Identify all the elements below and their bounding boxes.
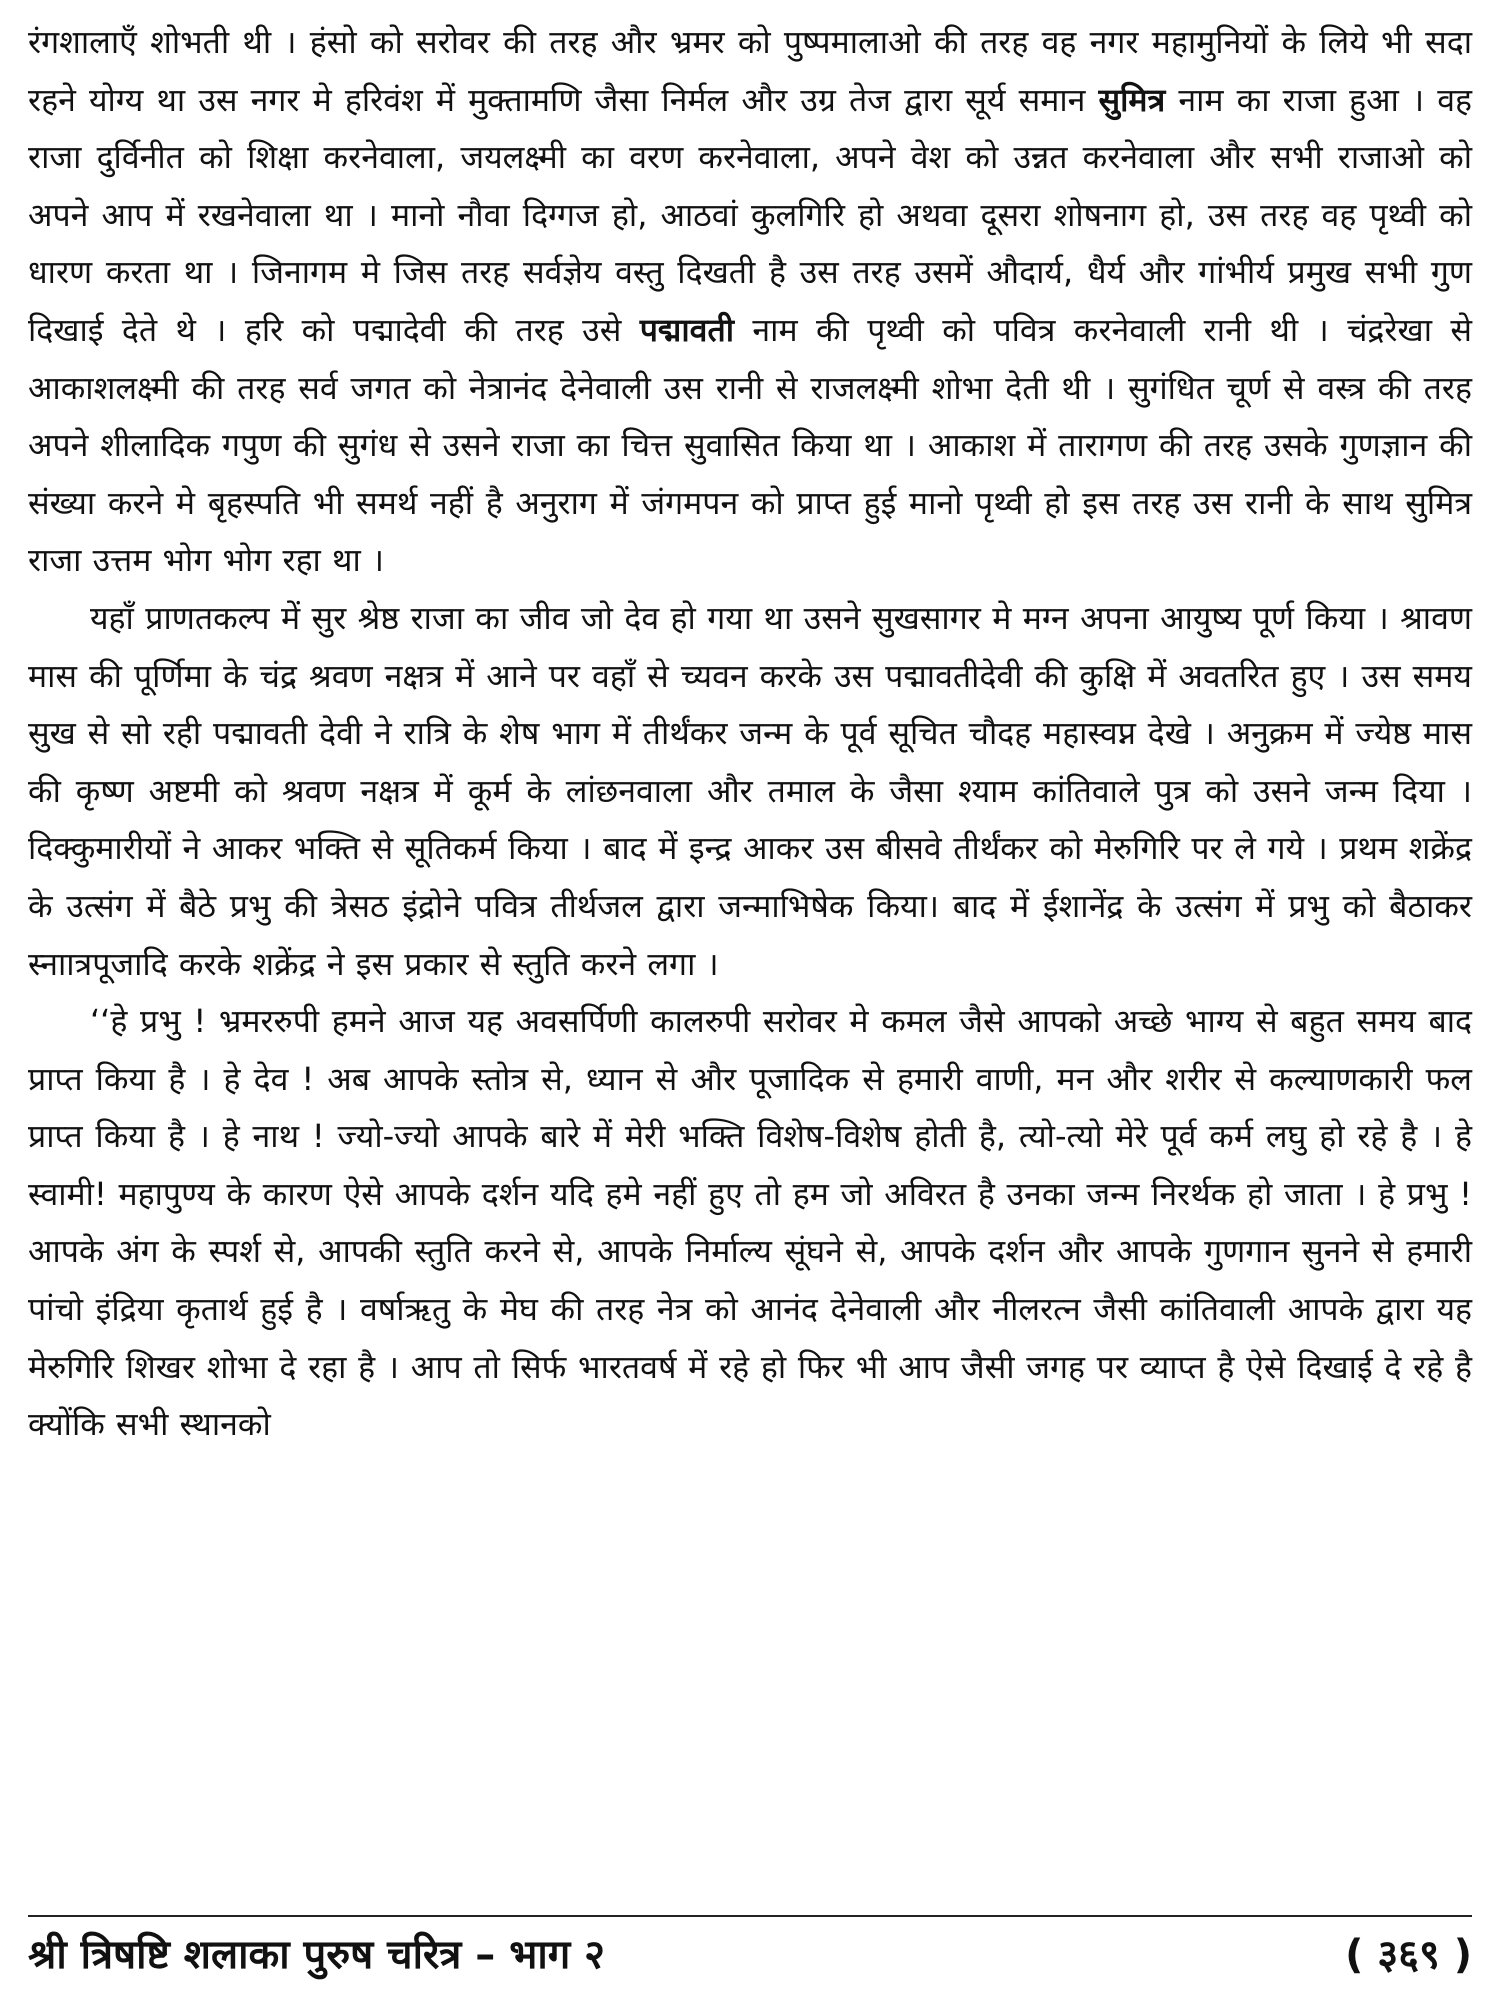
page-footer [28,1925,1472,1985]
paragraph-1 [28,14,1472,590]
paragraph-1-text-a: रंगशालाएँ शोभती थी । हंसो को सरोवर की तरह और भ्रमर को पुष्पमालाओ की तरह वह नगर महामुनियों के लिये भी सदा रहने योग्य था उस नगर मे हरिवंश में मुक्तामणि जैसा निर्मल और उग्र तेज द्वारा सूर्य समान [28,23,1472,119]
page-number: ( ३६९ ) [1345,1932,1472,1978]
king-name-sumitra: सुमित्र [1098,80,1166,119]
paragraph-2: यहाँ प्राणतकल्प में सुर श्रेष्ठ राजा का जीव जो देव हो गया था उसने सुखसागर मे मग्न अपना आयुष्य पूर्ण किया । श्रावण मास की पूर्णिमा के चंद्र श्रवण नक्षत्र में आने पर वहाँ से च्यवन करके उस पद्मावतीदेवी की कुक्षि में अवतरित हुए । उस समय सुख से सो रही पद्मावती देवी ने रात्रि के शेष भाग में तीर्थंकर जन्म के पूर्व सूचित चौदह महास्वप्न देखे । अनुक्रम में ज्येष्ठ मास की कृष्ण अष्टमी को श्रवण नक्षत्र में कूर्म के लांछनवाला और तमाल के जैसा श्याम कांतिवाले पुत्र को उसने जन्म दिया । दिक्कुमारीयों ने आकर भक्ति से सूतिकर्म किया । बाद में इन्द्र आकर उस बीसवे तीर्थंकर को मेरुगिरि पर ले गये । प्रथम शक्रेंद्र के उत्संग में बैठे प्रभु की त्रेसठ इंद्रोने पवित्र तीर्थजल द्वारा जन्माभिषेक किया। बाद में ईशानेंद्र के उत्संग में प्रभु को बैठाकर स्नाात्रपूजादि करके शक्रेंद्र ने इस प्रकार से स्तुति करने लगा । [28,598,1472,983]
paragraph-1-text-c: नाम की पृथ्वी को पवित्र करनेवाली रानी थी । चंद्ररेखा से आकाशलक्ष्मी की तरह सर्व जगत को नेत्रानंद देनेवाली उस रानी से राजलक्ष्मी शोभा देती थी । सुगंधित चूर्ण से वस्त्र की तरह अपने शीलादिक गपुण की सुगंध से उसने राजा का चित्त सुवासित किया था । आकाश में तारागण की तरह उसके गुणज्ञान की संख्या करने मे बृहस्पति भी समर्थ नहीं है अनुराग में जंगमपन को प्राप्त हुई मानो पृथ्वी हो इस तरह उस रानी के साथ सुमित्र राजा उत्तम भोग भोग रहा था । [28,310,1473,580]
body-text [28,14,1472,1454]
paragraph-1-text-b: नाम का राजा हुआ । वह राजा दुर्विनीत को शिक्षा करनेवाला, जयलक्ष्मी का वरण करनेवाला, अपने वेश को उन्नत करनेवाला और सभी राजाओ को अपने आप में रखनेवाला था । मानो नौवा दिग्गज हो, आठवां कुलगिरि हो अथवा दूसरा शोषनाग हो, उस तरह वह पृथ्वी को धारण करता था । जिनागम मे जिस तरह सर्वज्ञेय वस्तु दिखती है उस तरह उसमें औदार्य, धैर्य और गांभीर्य प्रमुख सभी गुण दिखाई देते थे । हरि को पद्मादेवी की तरह उसे [28,80,1472,349]
paragraph-3: ‘‘हे प्रभु ! भ्रमररुपी हमने आज यह अवसर्पिणी कालरुपी सरोवर मे कमल जैसे आपको अच्छे भाग्य से बहुत समय बाद प्राप्त किया है । हे देव ! अब आपके स्तोत्र से, ध्यान से और पूजादिक से हमारी वाणी, मन और शरीर से कल्याणकारी फल प्राप्त किया है । हे नाथ ! ज्यो-ज्यो आपके बारे में मेरी भक्ति विशेष-विशेष होती है, त्यो-त्यो मेरे पूर्व कर्म लघु हो रहे है । हे स्वामी! महापुण्य के कारण ऐसे आपके दर्शन यदि हमे नहीं हुए तो हम जो अविरत है उनका जन्म निरर्थक हो जाता । हे प्रभु ! आपके अंग के स्पर्श से, आपकी स्तुति करने से, आपके निर्माल्य सूंघने से, आपके दर्शन और आपके गुणगान सुनने से हमारी पांचो इंद्रिया कृतार्थ हुई है । वर्षाऋतु के मेघ की तरह नेत्र को आनंद देनेवाली और नीलरत्न जैसी कांतिवाली आपके द्वारा यह मेरुगिरि शिखर शोभा दे रहा है । आप तो सिर्फ भारतवर्ष में रहे हो फिर भी आप जैसी जगह पर व्याप्त है ऐसे दिखाई दे रहे है क्योंकि सभी स्थानको [28,1002,1472,1444]
footer-divider [28,1915,1472,1917]
book-title: श्री त्रिषष्टि शलाका पुरुष चरित्र – भाग २ [28,1932,605,1978]
queen-name-padmavati: पद्मावती [639,310,734,349]
